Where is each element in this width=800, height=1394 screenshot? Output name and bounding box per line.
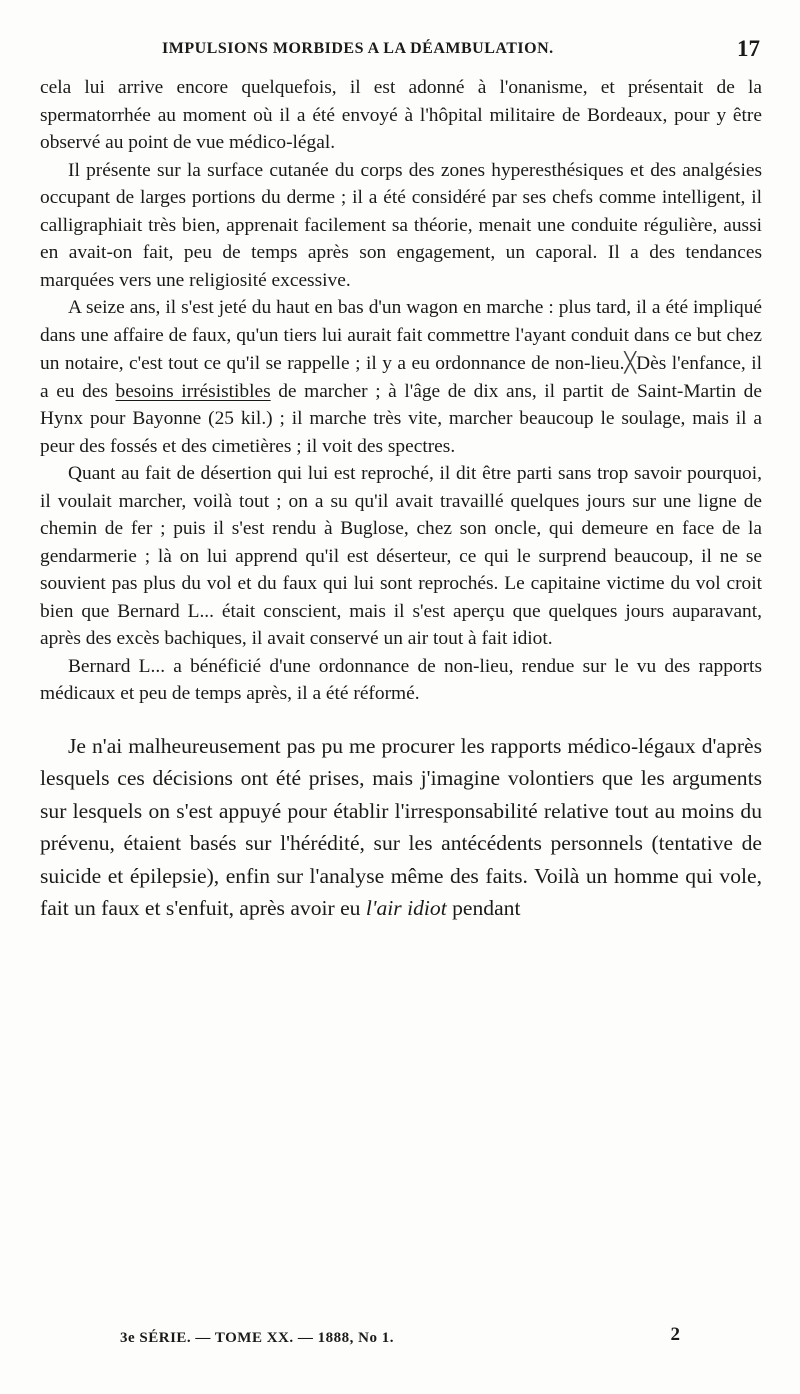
paragraph-symptoms: Il présente sur la surface cutanée du corps des zones hyperesthésiques et des analgésies occupant de larges portions du derme ; il a été considéré par ses chefs comme intelligent, il calligraphiait très bien, apprenait facilement sa théorie, menait une conduite régulière, aussi en avait-on fait, peu de temps après son engagement, un caporal. Il a des tendances marquées vers une religiosité excessive. [40,159,762,291]
underlined-phrase: besoins irrésistibles [115,380,271,402]
handwritten-cross-mark: ╳ [624,351,637,374]
page-footer [40,1324,760,1354]
paragraph-history [40,294,762,460]
paragraph-desertion: Quant au fait de désertion qui lui est reproché, il dit être parti sans trop savoir pourquoi, il voulait marcher, voilà tout ; on a su qu'il avait travaillé quelques jours sur une ligne de chemin de fer ; puis il s'est rendu à Buglose, chez son oncle, qui demeure en face de la gendarmerie ; là on lui apprend qu'il est déserteur, ce qui le surprend beaucoup, il ne se souvient pas plus du vol et du faux qui lui sont reprochés. Le capitaine victime du vol croit bien que Bernard L... était conscient, mais il s'est aperçu que quelques jours auparavant, après des excès bachiques, il avait conservé un air tout à fait idiot. [40,463,762,649]
printer-signature: 3e SÉRIE. — TOME XX. — 1888, No 1. [120,1330,394,1346]
paragraph-continuation: cela lui arrive encore quelquefois, il est adonné à l'onanisme, et présentait de la spermatorrhée au moment où il a été envoyé à l'hôpital militaire de Bordeaux, pour y être observé au point de vue médico-légal. [40,77,762,153]
body-text [40,74,762,925]
reports-text-end: pendant [446,896,521,920]
paragraph-reports [40,730,762,925]
signature-mark: 2 [670,1324,680,1345]
text-block-lower [40,730,762,925]
history-text-middle: Dès l'enfance, il a eu des [40,353,762,402]
page-header [40,32,760,66]
running-title: IMPULSIONS MORBIDES A LA DÉAMBULATION. [162,40,554,57]
history-text-start: A seize ans, il s'est jeté du haut en bas d'un wagon en marche : plus tard, il a été impliqué dans une affaire de faux, qu'un tiers lui aurait fait commettre l'ayant conduit dans ce but chez un notaire, c'est tout ce qu'il se rappelle ; il y a eu ordonnance de non-lieu. [40,297,762,374]
text-block-upper [40,74,762,708]
history-text-end: de marcher ; à l'âge de dix ans, il partit de Saint-Martin de Hynx pour Bayonne (25 kil.) ; il marche très vite, marcher beaucoup le soulage, mais il a peur des fossés et des cimetières ; il voit des spectres. [40,380,762,457]
reports-text-start: Je n'ai malheureusement pas pu me procurer les rapports médico-légaux d'après lesquels ces décisions ont été prises, mais j'imagine volontiers que les arguments sur lesquels on s'est appuyé pour établir l'irresponsabilité relative tout au moins du prévenu, étaient basés sur l'hérédité, sur les antécédents personnels (tentative de suicide et épilepsie), enfin sur l'analyse même des faits. Voilà un homme qui vole, fait un faux et s'enfuit, après avoir eu [40,733,762,920]
italic-phrase: l'air idiot [365,896,447,920]
page-number: 17 [737,36,760,61]
paragraph-non-lieu: Bernard L... a bénéficié d'une ordonnance de non-lieu, rendue sur le vu des rapports médicaux et peu de temps après, il a été réformé. [40,655,762,704]
